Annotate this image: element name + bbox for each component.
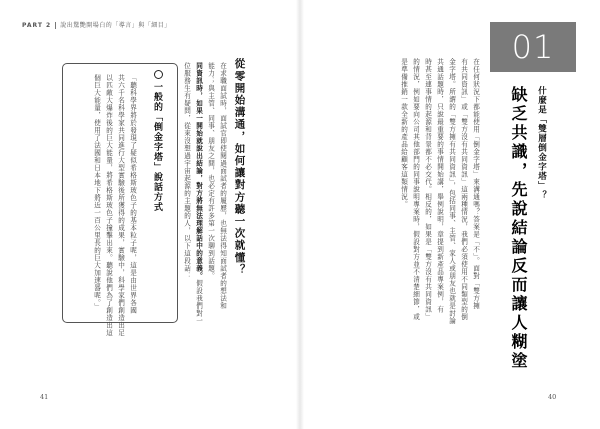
part-label: PART 2 — [22, 22, 52, 29]
emphasis-text: 同資訊時，如果一開始就說出結論，對方將無法理解話中的意義。 — [194, 62, 203, 280]
header-divider — [55, 22, 56, 29]
body-column: 位服務生有疑問，從來沒想過宇宙起源的主題的人，以下這段話： — [182, 62, 191, 280]
sub-question: 什麼是「雙層倒金字塔」？ — [536, 86, 547, 200]
body-column — [195, 62, 202, 325]
body-column: 在求職面試時，面試官即使閱過面試者的履歷，也無法得知面試者的想法和 — [218, 62, 227, 310]
section-heading: 從零開始溝通，如何讓對方聽一次就懂？ — [233, 58, 246, 276]
header-chapter: 說出驚艷開場白的「導言」與「細目」 — [60, 22, 171, 29]
body-column: 在任何狀況下都能使用「倒金字塔」來溝通嗎？答案是「不」。面對「雙方擁 — [471, 58, 480, 310]
running-header — [22, 20, 171, 29]
body-column: 共通話題時，只說最重要的事情開始講，舉例說明，章提到新產品專案例，有 — [435, 58, 444, 313]
chapter-number-block: 01 — [490, 22, 576, 72]
body-text-fragment: 假設我們對一 — [194, 279, 203, 325]
box-column: 個巨大能量，使用了法國和日本地下將近一百公里長的巨大加速器呢。」 — [92, 74, 101, 311]
body-column: 是準備推銷一款全新的產品給顧客這類情況。 — [399, 58, 408, 208]
body-column: 的情況，例如要向公司其他部門的同事說明專案時，假設對方並不清楚細節，或 — [411, 58, 420, 321]
box-column: 共六千名科學家共同進行大型實驗後所獲得的成果，實驗中，科學家們創造出足 — [116, 74, 125, 337]
box-title: 一般的「倒金字塔」說話方式 — [152, 82, 162, 212]
book-gutter — [296, 0, 304, 429]
box-column: 以匹敵大爆炸後的巨大能量，將希格斯玻色子撞擊出來。聽說他們為了創造出這 — [104, 74, 113, 337]
box-column: 「聽科學界將於發現了疑似希格斯玻色子的基本粒子呢，這是由世界各國 — [128, 74, 137, 314]
chapter-title: 缺乏共識，先說結論反而讓人糊塗 — [509, 86, 528, 371]
body-column: 金字塔。所謂的「雙方擁有共同資訊」，包括同事、主管、家人或朋友也就是討論 — [447, 58, 456, 325]
page-number-left: 41 — [40, 393, 49, 401]
body-column: 有共同資訊」或「雙方沒有共同資訊」這兩種情況，我們必須使用不同類型的倒 — [459, 58, 468, 321]
body-column: 能力；與主管、同事、朋友之間，也必定有許多第一次聊到話題。 — [206, 62, 215, 280]
circle-bullet-icon — [154, 70, 163, 79]
page-number-right: 40 — [548, 393, 557, 401]
body-column: 時甚至連事情的起源和背景都不必交代。相反的，如果是「雙方沒有共同資訊」 — [423, 58, 432, 321]
